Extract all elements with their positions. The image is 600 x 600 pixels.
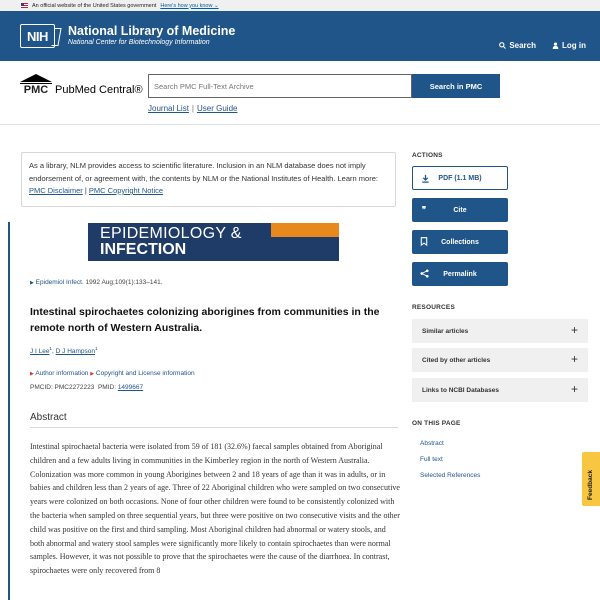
otp-abstract-link[interactable]: Abstract — [420, 440, 444, 447]
pmc-header — [0, 61, 600, 125]
journal-link[interactable]: Epidemiol Infect. — [35, 279, 84, 286]
author-link[interactable]: D J Hampson — [55, 348, 96, 356]
header-search-button[interactable]: Search — [499, 41, 536, 50]
plus-icon: + — [570, 323, 578, 337]
ncbi-subtitle: National Center for Biotechnology Information — [68, 39, 210, 46]
pmc-house-icon: PMC — [20, 74, 52, 97]
pmc-search-input[interactable]: Search PMC Full-Text Archive — [148, 74, 412, 98]
share-icon — [419, 269, 429, 279]
article — [8, 222, 404, 600]
abstract-heading: Abstract — [30, 412, 398, 428]
pmc-logo[interactable] — [20, 74, 143, 97]
actions-title: ACTIONS — [412, 152, 443, 159]
search-in-pmc-button[interactable]: Search in PMC — [412, 74, 500, 98]
journal-banner-line1: EPIDEMIOLOGY & — [100, 225, 242, 242]
nih-header — [0, 11, 600, 61]
author-link[interactable]: J I Lee — [30, 348, 50, 356]
feedback-button[interactable]: Feedback — [582, 452, 600, 506]
permalink-button[interactable]: Permalink — [412, 262, 508, 286]
notice-text: As a library, NLM provides access to scientific literature. Inclusion in an NLM database does not imply endorsement of, or agreement with, the contents by NLM or the National Institutes of Health. — [29, 161, 366, 183]
heres-how-you-know-link[interactable]: Here's how you know ⌄ — [160, 2, 219, 9]
article-title: Intestinal spirochaetes colonizing aborigines from communities in the remote north of Western Australia. — [30, 306, 380, 334]
bookmark-icon — [419, 237, 429, 247]
author-info-row — [30, 370, 195, 377]
user-guide-link[interactable]: User Guide — [197, 104, 238, 113]
pmc-copyright-link[interactable]: PMC Copyright Notice — [88, 186, 164, 195]
author-information-toggle[interactable]: Author information — [35, 370, 89, 377]
on-this-page-title: ON THIS PAGE — [412, 420, 461, 427]
triangle-icon: ▶ — [90, 371, 95, 377]
otp-full-text-link[interactable]: Full text — [420, 456, 443, 463]
collections-button[interactable]: Collections — [412, 230, 508, 254]
pmid-label: PMID: — [97, 384, 116, 391]
journal-list-link[interactable]: Journal List — [148, 104, 189, 113]
otp-selected-references-link[interactable]: Selected References — [420, 472, 481, 479]
pmcid: PMCID: PMC2272223 — [30, 384, 95, 391]
nlm-logo[interactable] — [20, 24, 235, 48]
pmc-disclaimer-link[interactable]: PMC Disclaimer — [29, 186, 83, 195]
triangle-icon: ▶ — [30, 280, 34, 286]
triangle-icon: ▶ — [30, 371, 34, 377]
nih-badge: NIH — [20, 24, 55, 48]
login-button[interactable]: Log in — [552, 41, 586, 50]
gov-banner-text: An official website of the United States government — [32, 2, 157, 9]
article-ids — [30, 384, 143, 391]
journal-banner[interactable] — [88, 223, 339, 261]
pmc-links: Journal List | User Guide — [148, 104, 238, 113]
plus-icon: + — [570, 382, 578, 396]
user-icon — [552, 42, 559, 49]
citation-text: 1992 Aug;109(1):133–141. — [85, 279, 163, 286]
plus-icon: + — [570, 352, 578, 366]
resources-title: RESOURCES — [412, 304, 455, 311]
search-icon — [499, 42, 506, 49]
gov-banner — [0, 0, 600, 11]
ncbi-links-accordion[interactable]: Links to NCBI Databases + — [412, 378, 588, 402]
nlm-title: National Library of Medicine — [68, 24, 236, 38]
library-notice: As a library, NLM provides access to scientific literature. Inclusion in an NLM database does not imply endorsement of, or agreement with, the contents by NLM or the National Institutes of Health. Learn more: PMC Disclaimer | PMC Copyright Notice — [21, 152, 396, 207]
banner-accent — [271, 223, 339, 237]
similar-articles-accordion[interactable]: Similar articles + — [412, 319, 588, 343]
citation-line — [30, 279, 163, 286]
cite-button[interactable]: ❞ Cite — [412, 198, 508, 222]
pmid-link[interactable]: 1499667 — [117, 384, 144, 391]
copyright-license-toggle[interactable]: Copyright and License information — [95, 370, 195, 377]
author-list: J I Lee$^1$, D J Hampson$^1$ — [30, 346, 98, 356]
notice-learn-more: Learn more: — [337, 173, 378, 183]
pubmed-central-text: PubMed Central® — [55, 84, 143, 96]
download-icon — [420, 174, 430, 184]
abstract-text: Intestinal spirochaetal bacteria were isolated from 59 of 181 (32.6%) faecal samples obtained from Aboriginal children and a few adults living in communities in the Kimberley region in the north of Western Australia. Colonization was more common in young Aborigines between 2 and 18 years of age than it was in adults, or in babies and children less than 2 years of age. Three of 22 Aboriginal children who were sampled on two consecutive years were colonized on both occasions. None of four other children were found to be consistently colonized with the bacteria when sampled on three sequential years, but three were positive on two consecutive visits and the other child was positive on the first and third sampling. Most Aboriginal children had abnormal or watery stools, and both abnormal and watery stool samples were significantly more likely to contain spirochaetes than were normal samples. However, it was not possible to prove that the spirochaetes were the cause of the diarrhoea. In contrast, spirochaetes were only recovered from 8 — [30, 442, 400, 576]
journal-banner-line2: INFECTION — [100, 241, 187, 258]
pdf-button[interactable]: PDF (1.1 MB) — [412, 166, 508, 190]
cited-by-accordion[interactable]: Cited by other articles + — [412, 348, 588, 372]
quote-icon: ❞ — [421, 205, 427, 214]
us-flag-icon — [21, 3, 28, 8]
